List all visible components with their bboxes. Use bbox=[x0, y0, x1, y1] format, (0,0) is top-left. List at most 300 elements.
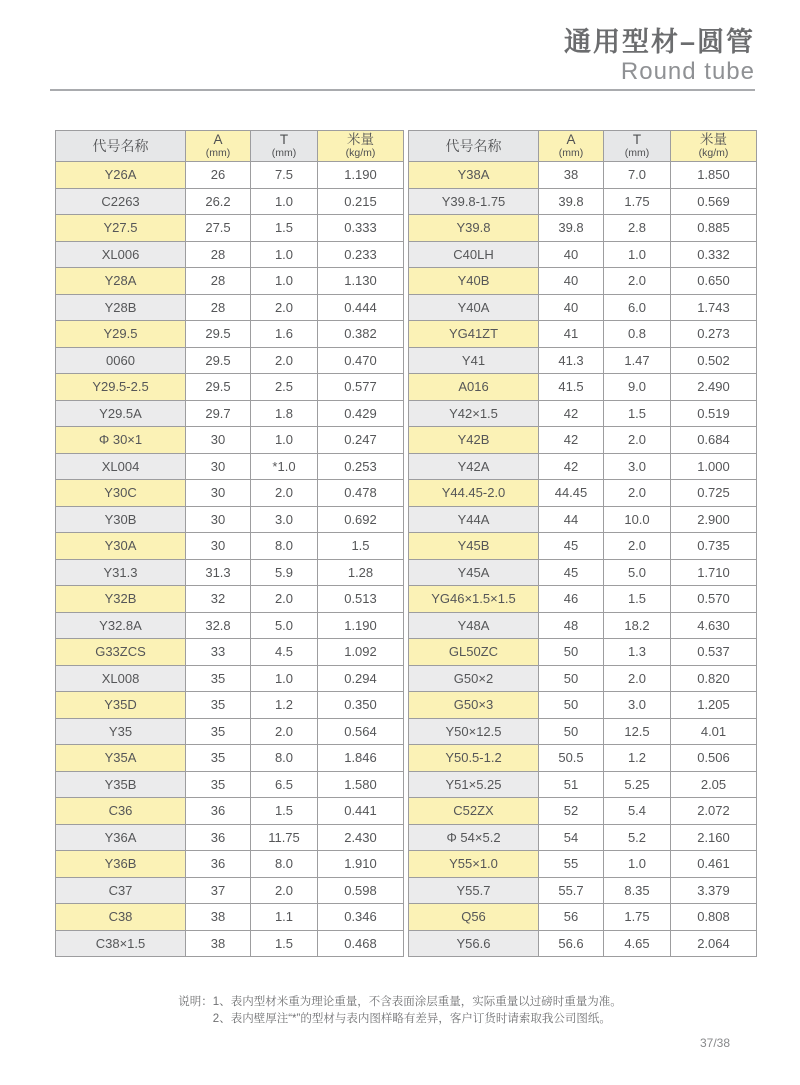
table-row-left bbox=[56, 215, 404, 242]
code-name-cell: Y29.5 bbox=[56, 321, 186, 348]
table-row-left bbox=[56, 824, 404, 851]
table-row-right bbox=[409, 374, 757, 401]
code-name-cell: Y39.8-1.75 bbox=[409, 188, 539, 215]
value-cell: 2.430 bbox=[318, 824, 404, 851]
value-cell: 55.7 bbox=[539, 877, 604, 904]
value-cell: 0.808 bbox=[671, 904, 757, 931]
value-cell: 38 bbox=[186, 930, 251, 957]
value-cell: 54 bbox=[539, 824, 604, 851]
value-cell: 0.598 bbox=[318, 877, 404, 904]
table-row-left bbox=[56, 851, 404, 878]
value-cell: 48 bbox=[539, 612, 604, 639]
page-header bbox=[50, 26, 755, 86]
code-name-cell: Y41 bbox=[409, 347, 539, 374]
table-row-left bbox=[56, 321, 404, 348]
value-cell: 1.0 bbox=[251, 665, 318, 692]
value-cell: 45 bbox=[539, 533, 604, 560]
code-name-cell: Y35 bbox=[56, 718, 186, 745]
value-cell: 29.5 bbox=[186, 347, 251, 374]
table-row-left bbox=[56, 877, 404, 904]
value-cell: 1.1 bbox=[251, 904, 318, 931]
value-cell: 52 bbox=[539, 798, 604, 825]
code-name-cell: Y27.5 bbox=[56, 215, 186, 242]
table-row-right bbox=[409, 480, 757, 507]
value-cell: 1.850 bbox=[671, 162, 757, 189]
code-name-cell: Y30B bbox=[56, 506, 186, 533]
table-row-left bbox=[56, 533, 404, 560]
value-cell: 2.0 bbox=[251, 877, 318, 904]
value-cell: 0.333 bbox=[318, 215, 404, 242]
value-cell: 5.0 bbox=[251, 612, 318, 639]
value-cell: 1.0 bbox=[251, 241, 318, 268]
value-cell: 26 bbox=[186, 162, 251, 189]
value-cell: 1.710 bbox=[671, 559, 757, 586]
value-cell: 50 bbox=[539, 639, 604, 666]
value-cell: 0.537 bbox=[671, 639, 757, 666]
value-cell: 0.273 bbox=[671, 321, 757, 348]
column-header-t: T (mm) bbox=[251, 131, 318, 162]
table-row-right bbox=[409, 745, 757, 772]
value-cell: 5.2 bbox=[604, 824, 671, 851]
table-row-left bbox=[56, 771, 404, 798]
value-cell: 55 bbox=[539, 851, 604, 878]
value-cell: 45 bbox=[539, 559, 604, 586]
code-name-cell: 0060 bbox=[56, 347, 186, 374]
value-cell: 28 bbox=[186, 241, 251, 268]
value-cell: 2.0 bbox=[251, 294, 318, 321]
code-name-cell: XL004 bbox=[56, 453, 186, 480]
table-row-right bbox=[409, 639, 757, 666]
code-name-cell: A016 bbox=[409, 374, 539, 401]
value-cell: 30 bbox=[186, 506, 251, 533]
table-row-right bbox=[409, 824, 757, 851]
table-row-left bbox=[56, 612, 404, 639]
code-name-cell: Y31.3 bbox=[56, 559, 186, 586]
value-cell: 50 bbox=[539, 665, 604, 692]
notes-label: 说明： bbox=[178, 996, 213, 1008]
value-cell: 26.2 bbox=[186, 188, 251, 215]
table-row-left bbox=[56, 559, 404, 586]
table-row-right bbox=[409, 453, 757, 480]
table-row-right bbox=[409, 586, 757, 613]
value-cell: 1.5 bbox=[604, 586, 671, 613]
value-cell: 3.0 bbox=[604, 453, 671, 480]
value-cell: 0.513 bbox=[318, 586, 404, 613]
table-row-right bbox=[409, 400, 757, 427]
code-name-cell: Y42A bbox=[409, 453, 539, 480]
code-name-cell: G50×3 bbox=[409, 692, 539, 719]
column-header-code-name: 代号名称 bbox=[56, 131, 186, 162]
value-cell: 35 bbox=[186, 718, 251, 745]
value-cell: 4.01 bbox=[671, 718, 757, 745]
value-cell: 1.000 bbox=[671, 453, 757, 480]
code-name-cell: C52ZX bbox=[409, 798, 539, 825]
code-name-cell: Y29.5A bbox=[56, 400, 186, 427]
code-name-cell: Y26A bbox=[56, 162, 186, 189]
footer-notes bbox=[0, 994, 800, 1027]
code-name-cell: Y30A bbox=[56, 533, 186, 560]
value-cell: 0.468 bbox=[318, 930, 404, 957]
value-cell: 28 bbox=[186, 294, 251, 321]
value-cell: 3.0 bbox=[604, 692, 671, 719]
value-cell: 29.5 bbox=[186, 321, 251, 348]
table-row-left bbox=[56, 692, 404, 719]
value-cell: 35 bbox=[186, 771, 251, 798]
table-row-right bbox=[409, 427, 757, 454]
code-name-cell: Y50.5-1.2 bbox=[409, 745, 539, 772]
value-cell: 2.072 bbox=[671, 798, 757, 825]
value-cell: 0.444 bbox=[318, 294, 404, 321]
code-name-cell: Y44A bbox=[409, 506, 539, 533]
code-name-cell: Y36B bbox=[56, 851, 186, 878]
table-row-right bbox=[409, 506, 757, 533]
value-cell: 1.0 bbox=[251, 188, 318, 215]
table-row-right bbox=[409, 877, 757, 904]
value-cell: 40 bbox=[539, 241, 604, 268]
value-cell: 9.0 bbox=[604, 374, 671, 401]
value-cell: 36 bbox=[186, 851, 251, 878]
value-cell: 50.5 bbox=[539, 745, 604, 772]
code-name-cell: C37 bbox=[56, 877, 186, 904]
table-row-right bbox=[409, 559, 757, 586]
value-cell: 1.846 bbox=[318, 745, 404, 772]
value-cell: 0.215 bbox=[318, 188, 404, 215]
value-cell: 35 bbox=[186, 665, 251, 692]
value-cell: 35 bbox=[186, 692, 251, 719]
code-name-cell: Y35D bbox=[56, 692, 186, 719]
value-cell: 30 bbox=[186, 453, 251, 480]
table-row-left bbox=[56, 586, 404, 613]
value-cell: 1.28 bbox=[318, 559, 404, 586]
value-cell: 0.470 bbox=[318, 347, 404, 374]
code-name-cell: Q56 bbox=[409, 904, 539, 931]
value-cell: 0.441 bbox=[318, 798, 404, 825]
column-header-a: A (mm) bbox=[186, 131, 251, 162]
value-cell: 1.5 bbox=[251, 798, 318, 825]
value-cell: 2.0 bbox=[604, 480, 671, 507]
code-name-cell: Y44.45-2.0 bbox=[409, 480, 539, 507]
code-name-cell: Y39.8 bbox=[409, 215, 539, 242]
code-name-cell: Y29.5-2.5 bbox=[56, 374, 186, 401]
table-header-row bbox=[56, 131, 404, 162]
value-cell: 18.2 bbox=[604, 612, 671, 639]
column-header-meter-weight: 米量 (kg/m) bbox=[318, 131, 404, 162]
code-name-cell: C40LH bbox=[409, 241, 539, 268]
value-cell: 1.5 bbox=[251, 215, 318, 242]
table-row-left bbox=[56, 718, 404, 745]
value-cell: 1.5 bbox=[251, 930, 318, 957]
value-cell: 56.6 bbox=[539, 930, 604, 957]
value-cell: 0.569 bbox=[671, 188, 757, 215]
value-cell: 46 bbox=[539, 586, 604, 613]
code-name-cell: Y45B bbox=[409, 533, 539, 560]
value-cell: 6.5 bbox=[251, 771, 318, 798]
value-cell: 44 bbox=[539, 506, 604, 533]
value-cell: 2.0 bbox=[251, 718, 318, 745]
table-row-right bbox=[409, 294, 757, 321]
value-cell: 28 bbox=[186, 268, 251, 295]
table-row-right bbox=[409, 533, 757, 560]
value-cell: 1.0 bbox=[604, 851, 671, 878]
value-cell: 2.8 bbox=[604, 215, 671, 242]
code-name-cell: Y56.6 bbox=[409, 930, 539, 957]
table-row-left bbox=[56, 241, 404, 268]
value-cell: 41.5 bbox=[539, 374, 604, 401]
table-row-left bbox=[56, 294, 404, 321]
column-header-t: T (mm) bbox=[604, 131, 671, 162]
value-cell: 42 bbox=[539, 427, 604, 454]
value-cell: 41.3 bbox=[539, 347, 604, 374]
code-name-cell: G50×2 bbox=[409, 665, 539, 692]
code-name-cell: Y35B bbox=[56, 771, 186, 798]
code-name-cell: Y28A bbox=[56, 268, 186, 295]
value-cell: 0.8 bbox=[604, 321, 671, 348]
table-row-left bbox=[56, 162, 404, 189]
table-row-left bbox=[56, 745, 404, 772]
value-cell: 5.9 bbox=[251, 559, 318, 586]
value-cell: 1.0 bbox=[251, 268, 318, 295]
page-title-english: Round tube bbox=[620, 58, 755, 86]
table-row-right bbox=[409, 771, 757, 798]
value-cell: 1.3 bbox=[604, 639, 671, 666]
table-row-left bbox=[56, 665, 404, 692]
value-cell: 0.233 bbox=[318, 241, 404, 268]
note-2: 2、表内壁厚注“*”的型材与表内图样略有差异，客户订货时请索取我公司图纸。 bbox=[212, 1012, 611, 1025]
value-cell: 1.75 bbox=[604, 188, 671, 215]
value-cell: 0.478 bbox=[318, 480, 404, 507]
code-name-cell: Y32.8A bbox=[56, 612, 186, 639]
header-divider-line bbox=[50, 89, 755, 91]
code-name-cell: XL008 bbox=[56, 665, 186, 692]
value-cell: 1.910 bbox=[318, 851, 404, 878]
table-row-left bbox=[56, 427, 404, 454]
value-cell: 0.684 bbox=[671, 427, 757, 454]
table-row-left bbox=[56, 798, 404, 825]
value-cell: 0.294 bbox=[318, 665, 404, 692]
table-row-right bbox=[409, 241, 757, 268]
value-cell: 2.05 bbox=[671, 771, 757, 798]
value-cell: 0.350 bbox=[318, 692, 404, 719]
value-cell: 1.47 bbox=[604, 347, 671, 374]
value-cell: 0.461 bbox=[671, 851, 757, 878]
table-row-right bbox=[409, 347, 757, 374]
value-cell: 32.8 bbox=[186, 612, 251, 639]
code-name-cell: G33ZCS bbox=[56, 639, 186, 666]
code-name-cell: YG41ZT bbox=[409, 321, 539, 348]
value-cell: 1.190 bbox=[318, 612, 404, 639]
table-row-right bbox=[409, 851, 757, 878]
code-name-cell: Y35A bbox=[56, 745, 186, 772]
table-row-right bbox=[409, 612, 757, 639]
value-cell: 30 bbox=[186, 427, 251, 454]
value-cell: 12.5 bbox=[604, 718, 671, 745]
code-name-cell: Y40B bbox=[409, 268, 539, 295]
value-cell: 11.75 bbox=[251, 824, 318, 851]
table-row-left bbox=[56, 639, 404, 666]
table-row-left bbox=[56, 453, 404, 480]
table-row-right bbox=[409, 188, 757, 215]
table-row-left bbox=[56, 347, 404, 374]
table-row-left bbox=[56, 374, 404, 401]
value-cell: 29.7 bbox=[186, 400, 251, 427]
value-cell: 42 bbox=[539, 453, 604, 480]
value-cell: 8.0 bbox=[251, 851, 318, 878]
value-cell: 44.45 bbox=[539, 480, 604, 507]
value-cell: 0.885 bbox=[671, 215, 757, 242]
value-cell: 1.130 bbox=[318, 268, 404, 295]
code-name-cell: Y45A bbox=[409, 559, 539, 586]
code-name-cell: Y42×1.5 bbox=[409, 400, 539, 427]
code-name-cell: Φ 54×5.2 bbox=[409, 824, 539, 851]
value-cell: 1.092 bbox=[318, 639, 404, 666]
value-cell: 1.580 bbox=[318, 771, 404, 798]
value-cell: 1.743 bbox=[671, 294, 757, 321]
value-cell: 7.0 bbox=[604, 162, 671, 189]
value-cell: 33 bbox=[186, 639, 251, 666]
code-name-cell: GL50ZC bbox=[409, 639, 539, 666]
value-cell: 1.5 bbox=[318, 533, 404, 560]
code-name-cell: Y55×1.0 bbox=[409, 851, 539, 878]
value-cell: 0.725 bbox=[671, 480, 757, 507]
value-cell: 8.35 bbox=[604, 877, 671, 904]
value-cell: 0.692 bbox=[318, 506, 404, 533]
code-name-cell: Y48A bbox=[409, 612, 539, 639]
value-cell: 0.253 bbox=[318, 453, 404, 480]
table-row-left bbox=[56, 188, 404, 215]
value-cell: 0.382 bbox=[318, 321, 404, 348]
table-row-left bbox=[56, 400, 404, 427]
value-cell: 1.0 bbox=[604, 241, 671, 268]
column-header-meter-weight: 米量 (kg/m) bbox=[671, 131, 757, 162]
value-cell: 50 bbox=[539, 718, 604, 745]
value-cell: 0.570 bbox=[671, 586, 757, 613]
value-cell: 1.8 bbox=[251, 400, 318, 427]
code-name-cell: XL006 bbox=[56, 241, 186, 268]
value-cell: 2.5 bbox=[251, 374, 318, 401]
table-row-right bbox=[409, 665, 757, 692]
column-header-code-name: 代号名称 bbox=[409, 131, 539, 162]
table-row-right bbox=[409, 215, 757, 242]
table-row-left bbox=[56, 904, 404, 931]
value-cell: 1.2 bbox=[604, 745, 671, 772]
table-row-right bbox=[409, 930, 757, 957]
value-cell: 0.429 bbox=[318, 400, 404, 427]
value-cell: 38 bbox=[539, 162, 604, 189]
value-cell: 1.2 bbox=[251, 692, 318, 719]
value-cell: 7.5 bbox=[251, 162, 318, 189]
value-cell: 56 bbox=[539, 904, 604, 931]
code-name-cell: Y38A bbox=[409, 162, 539, 189]
value-cell: 1.190 bbox=[318, 162, 404, 189]
value-cell: 6.0 bbox=[604, 294, 671, 321]
value-cell: 29.5 bbox=[186, 374, 251, 401]
table-row-left bbox=[56, 268, 404, 295]
value-cell: 1.0 bbox=[251, 427, 318, 454]
table-row-right bbox=[409, 268, 757, 295]
notes-list bbox=[213, 994, 622, 1027]
value-cell: 51 bbox=[539, 771, 604, 798]
code-name-cell: Y40A bbox=[409, 294, 539, 321]
value-cell: 39.8 bbox=[539, 188, 604, 215]
value-cell: 30 bbox=[186, 480, 251, 507]
round-tube-table-right bbox=[408, 130, 757, 957]
value-cell: 50 bbox=[539, 692, 604, 719]
value-cell: 31.3 bbox=[186, 559, 251, 586]
value-cell: 38 bbox=[186, 904, 251, 931]
value-cell: 35 bbox=[186, 745, 251, 772]
code-name-cell: C38 bbox=[56, 904, 186, 931]
value-cell: 40 bbox=[539, 294, 604, 321]
note-1: 1、表内型材米重为理论重量，不含表面涂层重量，实际重量以过磅时重量为准。 bbox=[212, 996, 622, 1008]
code-name-cell: Y42B bbox=[409, 427, 539, 454]
value-cell: 40 bbox=[539, 268, 604, 295]
code-name-cell: Φ 30×1 bbox=[56, 427, 186, 454]
value-cell: 8.0 bbox=[251, 533, 318, 560]
value-cell: 1.75 bbox=[604, 904, 671, 931]
value-cell: 5.4 bbox=[604, 798, 671, 825]
value-cell: 2.490 bbox=[671, 374, 757, 401]
value-cell: 10.0 bbox=[604, 506, 671, 533]
value-cell: 0.820 bbox=[671, 665, 757, 692]
value-cell: 30 bbox=[186, 533, 251, 560]
code-name-cell: C36 bbox=[56, 798, 186, 825]
value-cell: 2.064 bbox=[671, 930, 757, 957]
table-row-left bbox=[56, 506, 404, 533]
value-cell: 4.630 bbox=[671, 612, 757, 639]
column-header-a: A (mm) bbox=[539, 131, 604, 162]
code-name-cell: Y30C bbox=[56, 480, 186, 507]
value-cell: 2.0 bbox=[251, 586, 318, 613]
value-cell: 1.5 bbox=[604, 400, 671, 427]
value-cell: 0.502 bbox=[671, 347, 757, 374]
value-cell: 0.650 bbox=[671, 268, 757, 295]
value-cell: 0.564 bbox=[318, 718, 404, 745]
table-row-right bbox=[409, 162, 757, 189]
value-cell: 0.506 bbox=[671, 745, 757, 772]
value-cell: 0.346 bbox=[318, 904, 404, 931]
value-cell: 41 bbox=[539, 321, 604, 348]
code-name-cell: YG46×1.5×1.5 bbox=[409, 586, 539, 613]
table-row-left bbox=[56, 930, 404, 957]
value-cell: 2.0 bbox=[251, 480, 318, 507]
table-row-right bbox=[409, 692, 757, 719]
spec-tables bbox=[55, 130, 755, 957]
value-cell: 2.0 bbox=[604, 665, 671, 692]
value-cell: 2.0 bbox=[251, 347, 318, 374]
value-cell: 2.0 bbox=[604, 533, 671, 560]
table-header-row bbox=[409, 131, 757, 162]
value-cell: 5.0 bbox=[604, 559, 671, 586]
code-name-cell: Y51×5.25 bbox=[409, 771, 539, 798]
value-cell: 42 bbox=[539, 400, 604, 427]
table-row-left bbox=[56, 480, 404, 507]
value-cell: 0.247 bbox=[318, 427, 404, 454]
value-cell: 2.0 bbox=[604, 268, 671, 295]
code-name-cell: Y36A bbox=[56, 824, 186, 851]
value-cell: 37 bbox=[186, 877, 251, 904]
value-cell: 5.25 bbox=[604, 771, 671, 798]
code-name-cell: Y50×12.5 bbox=[409, 718, 539, 745]
value-cell: 0.735 bbox=[671, 533, 757, 560]
code-name-cell: Y55.7 bbox=[409, 877, 539, 904]
code-name-cell: Y32B bbox=[56, 586, 186, 613]
value-cell: 0.332 bbox=[671, 241, 757, 268]
value-cell: 39.8 bbox=[539, 215, 604, 242]
value-cell: 36 bbox=[186, 798, 251, 825]
code-name-cell: C38×1.5 bbox=[56, 930, 186, 957]
value-cell: *1.0 bbox=[251, 453, 318, 480]
value-cell: 27.5 bbox=[186, 215, 251, 242]
